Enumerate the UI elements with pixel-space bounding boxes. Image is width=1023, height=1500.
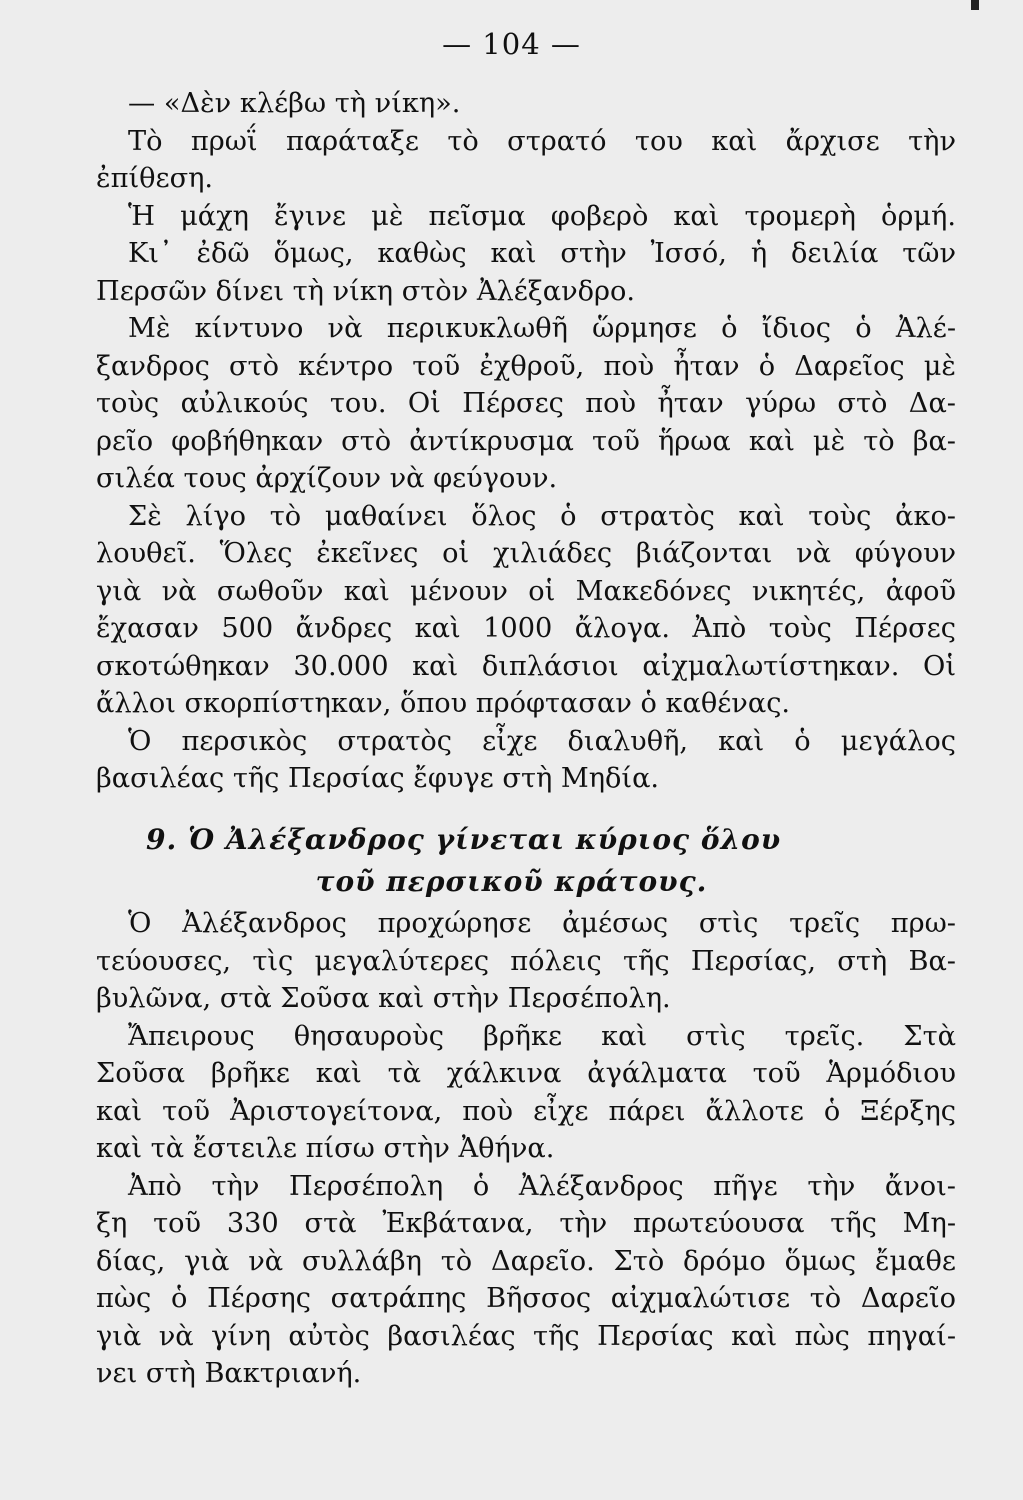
text-line: καὶ τὰ ἔστειλε πίσω στὴν Ἀθήνα. bbox=[96, 1133, 555, 1164]
text-line: πὼς ὁ Πέρσης σατράπης Βῆσσος αἰχμαλώτισε τὸ Δαρεῖο bbox=[96, 1283, 956, 1314]
scan-mark bbox=[971, 0, 979, 10]
text-line: Σοῦσα βρῆκε καὶ τὰ χάλκινα ἀγάλματα τοῦ Ἁρμόδιου bbox=[96, 1058, 956, 1089]
text-line: δίας, γιὰ νὰ συλλάβη τὸ Δαρεῖο. Στὸ δρόμο ὅμως ἔμαθε bbox=[96, 1245, 956, 1277]
text-line: γιὰ νὰ γίνη αὐτὸς βασιλέας τῆς Περσίας καὶ πὼς πηγαί- bbox=[96, 1320, 956, 1352]
text-line: Ὁ Ἀλέξανδρος προχώρησε ἀμέσως στὶς τρεῖς πρω- bbox=[128, 908, 956, 939]
text-line: Κι᾽ ἐδῶ ὅμως, καθὼς καὶ στὴν Ἰσσό, ἡ δειλία τῶν bbox=[128, 238, 956, 269]
text-line: τοὺς αὐλικούς του. Οἱ Πέρσες ποὺ ἦταν γύρω στὸ Δα- bbox=[96, 388, 956, 419]
text-line: βασιλέας τῆς Περσίας ἔφυγε στὴ Μηδία. bbox=[96, 763, 660, 794]
text-line: Ἄπειρους θησαυροὺς βρῆκε καὶ στὶς τρεῖς. Στὰ bbox=[128, 1020, 956, 1052]
section-heading: 9. Ὁ Ἀλέξανδρος γίνεται κύριος ὅλου bbox=[146, 823, 782, 856]
text-line: ρεῖο φοβήθηκαν στὸ ἀντίκρυσμα τοῦ ἥρωα καὶ μὲ τὸ βα- bbox=[96, 425, 956, 457]
text-line: σκοτώθηκαν 30.000 καὶ διπλάσιοι αἰχμαλωτίστηκαν. Οἱ bbox=[96, 650, 956, 682]
text-line: Μὲ κίντυνο νὰ περικυκλωθῆ ὥρμησε ὁ ἴδιος ὁ Ἀλέ- bbox=[128, 313, 956, 344]
text-line: καὶ τοῦ Ἀριστογείτονα, ποὺ εἶχε πάρει ἄλλοτε ὁ Ξέρξης bbox=[96, 1095, 956, 1127]
text-line: σιλέα τους ἀρχίζουν νὰ φεύγουν. bbox=[96, 463, 558, 494]
text-line: ξανδρος στὸ κέντρο τοῦ ἐχθροῦ, ποὺ ἦταν ὁ Δαρεῖος μὲ bbox=[96, 350, 956, 382]
text-line: τεύουσες, τὶς μεγαλύτερες πόλεις τῆς Περσίας, στὴ Βα- bbox=[96, 945, 956, 977]
text-line: Ἡ μάχη ἔγινε μὲ πεῖσμα φοβερὸ καὶ τρομερὴ ὁρμή. bbox=[128, 200, 956, 232]
text-line: Ὁ περσικὸς στρατὸς εἶχε διαλυθῆ, καὶ ὁ μεγάλος bbox=[128, 725, 956, 757]
text-line: νει στὴ Βακτριανή. bbox=[96, 1358, 362, 1389]
text-line: βυλῶνα, στὰ Σοῦσα καὶ στὴν Περσέπολη. bbox=[96, 983, 671, 1014]
text-line: ἐπίθεση. bbox=[96, 163, 214, 194]
text-line: Ἀπὸ τὴν Περσέπολη ὁ Ἀλέξανδρος πῆγε τὴν ἄνοι- bbox=[128, 1170, 956, 1202]
text-line: Περσῶν δίνει τὴ νίκη στὸν Ἀλέξανδρο. bbox=[96, 275, 636, 307]
text-block-top bbox=[96, 85, 956, 798]
text-line: ἄλλοι σκορπίστηκαν, ὅπου πρόφτασαν ὁ καθένας. bbox=[96, 688, 791, 719]
section-heading-continued: τοῦ περσικοῦ κράτους. bbox=[315, 865, 708, 898]
text-line: λουθεῖ. Ὅλες ἐκεῖνες οἱ χιλιάδες βιάζονται νὰ φύγουν bbox=[96, 538, 956, 569]
text-line: Σὲ λίγο τὸ μαθαίνει ὅλος ὁ στρατὸς καὶ τοὺς ἀκο- bbox=[128, 500, 956, 532]
text-line: — «Δὲν κλέβω τὴ νίκη». bbox=[128, 88, 461, 119]
text-line: γιὰ νὰ σωθοῦν καὶ μένουν οἱ Μακεδόνες νικητές, ἀφοῦ bbox=[96, 575, 956, 607]
text-line: ἔχασαν 500 ἄνδρες καὶ 1000 ἄλογα. Ἀπὸ τοὺς Πέρσες bbox=[96, 613, 956, 644]
text-line: Τὸ πρωΐ παράταξε τὸ στρατό του καὶ ἄρχισε τὴν bbox=[128, 125, 956, 157]
text-line: ξη τοῦ 330 στὰ Ἐκβάτανα, τὴν πρωτεύουσα τῆς Μη- bbox=[96, 1208, 956, 1239]
text-block-bottom bbox=[96, 905, 956, 1393]
page-number: — 104 — bbox=[442, 27, 581, 61]
